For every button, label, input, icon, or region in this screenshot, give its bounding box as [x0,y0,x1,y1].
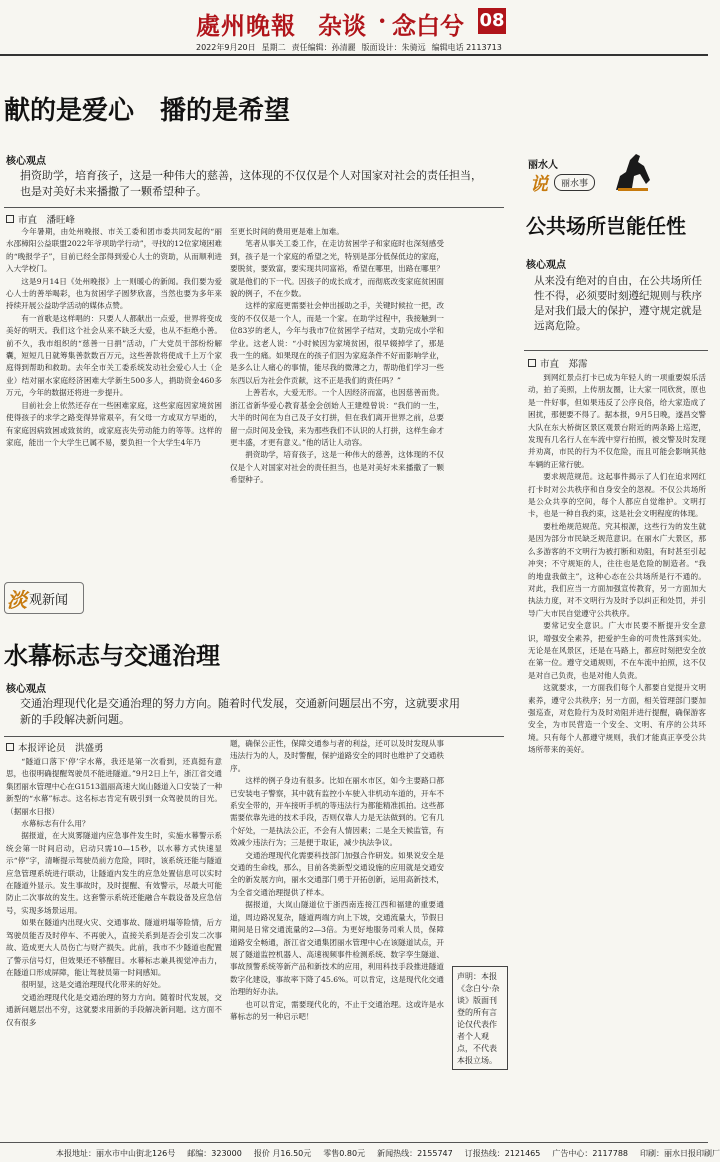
issue-weekday: 星期二 [261,43,286,52]
footer-rule [0,1142,708,1143]
column-brand-line1: 丽水人 [528,160,558,171]
column-paragraph: 要求规范规范。这起事件揭示了人们在追求网红打卡时对公共秩序和自身安全的忽视。不仅公共场所是公众共享的空间，每个人都应自觉维护。文明打卡，也是一种自我约束，这是社会文明程度的体现。 [528,472,706,519]
section-separator: · [378,6,387,35]
article1-paragraph: 这样的家庭更需要社会伸出援助之手，关键时候拉一把，改变的不仅仅是一个人，而是一个家。在助学过程中，我接触到一位83岁的老人，今年与我市7位贫困学子结对，支助完成小学和学业。这老人说：“小时候因为家境贫困，很早辍掉学了，那是我一生的痛。如果现在的孩子们因为家庭条件不好而影响学业，是多么让人痛心的事情，能尽我的微薄之力，帮助他们学习一些东西以后为社会作贡献，这不正是我们的责任吗？” [230,301,444,385]
section-title: 杂谈 [318,12,366,40]
masthead-rule [0,54,708,56]
column-lead: 从来没有绝对的自由，在公共场所任性不得，必须要时刻遵纪规则与秩序是对我们最大的保护，遵守规定就是远离危险。 [534,275,702,332]
section-tag-text: 观新闻 [29,592,69,608]
footer [0,1146,720,1160]
editor: 责任编辑：孙清麗 [291,43,356,52]
column-brand-line2: 丽水事 [554,174,595,191]
footer-address: 本报地址：丽水市中山街北126号 [56,1148,176,1158]
article2-paragraph: 据报道，大岚山隧道位于浙西南连接江西和福建的重要通道，周边路况复杂，隧道两端方向上下坡，交通流量大，节假日期间是日常交通流量的2—3倍。为更好地服务司乘人员，保障道路安全畅通，浙江省交通集团丽水管理中心在该隧道试点，开展了隧道监控机器人、高速视频事件检测系统、数字孪生隧道、事故预警系统等新产品和新技术的应用，利用科技手段推进隧道数字化建设，事故率下降了45.6%。可以肯定，这是现代化交通治理的好办法。 [230,900,444,997]
footer-retail: 零售0.80元 [323,1148,366,1158]
article1-paragraph: 至更长时间的费用更是难上加难。 [230,227,344,236]
article1-author: 市直 潘旺峰 [18,215,76,226]
article2-author: 本报评论员 洪盛勇 [18,743,104,754]
footer-ad-center: 广告中心：2117788 [552,1148,629,1158]
horse-emblem-icon [610,150,656,194]
article1-paragraph: 这是9月14日《处州晚报》上一则暖心的新闻。我们要为爱心人士的善举喝彩，也为贫困学子圆梦欣喜，当然也要为多年来持续开展公益助学活动的媒体点赞。 [6,276,222,311]
footer-price: 报价 月16.50元 [253,1148,312,1158]
article2-paragraph: “隧道口落下‘停’字水幕，我还是第一次看到，还真挺有意思，也很明确提醒驾驶员不能进隧道。”9月2日上午，浙江省交通集团丽水管理中心在G1513温丽高速大岚山隧道入口安装了一种新型的“水幕”标志。这名标志肯定有吸引到一众驾驶员的目光。（据丽水日报） [6,757,222,816]
byline-square-icon [6,215,14,223]
footer-postcode: 邮编：323000 [187,1148,242,1158]
article2-paragraph: 如果在隧道内出现火灾、交通事故、隧道坍塌等险情，后方驾驶员能否及时停车、不再驶入，直接关系到是否会引发二次事故、造成更大人员伤亡与财产损失。此前，我市不少隧道也配置了警示信号灯，但效果还不够醒目。水幕标志兼具视觉冲击力，在隧道口形成屏障，能让驾驶员第一时间感知。 [6,918,222,977]
article2-paragraph: 这样的例子身边有很多。比如在丽水市区，如今主要路口都已安装电子警察，其中就有监控小车驶入非机动车道的，开车不系安全带的，开车接听手机的等违法行为都能精准抓拍。这些都需要依靠先进的技术手段，否则仅靠人力是无法做到的。它有几个好处，一是执法公正，不会有人情因素；二是全天候监管，有效减少违法行为；三是便于取证，减少执法争议。 [230,776,444,848]
article2-paragraph: 很明显，这是交通治理现代化带来的好处。 [21,980,166,990]
article1-lead: 捐资助学，培育孩子，这是一种伟大的慈善，这体现的不仅仅是个人对国家对社会的责任担当，也是对美好未来播撒了一颗希望种子。 [20,169,482,198]
issue-meta [196,42,536,52]
article1-headline: 献的是爱心 播的是希望 [4,96,291,126]
article2-paragraph: 交通治理现代化是交通治理的努力方向。随着时代发展，交通新问题层出不穷，这就要求用新的手段解决新问题。这方面不仅有很多 [6,992,222,1027]
column-paragraph: 到网红景点打卡已成为年轻人的一项重要娱乐活动，拍了美照，上传朋友圈，让大家一同欣赏，原也是一件好事，但如果违反了公序良俗，给大家造成了困扰，那便要不得了。据本报，9月5日晚，遂昌交警大队在东大桥街区景区观景台附近的两条路上巡逻，发现有几名行人在车流中穿行拍照，被交警及时发现并劝离，市民的行为不仅危险，而且可能会影响其他车辆的正常行驶。 [528,373,706,469]
page-number: 08 [478,8,506,34]
column-lead-rule [524,350,708,351]
article1-column-right [230,226,444,554]
article1-paragraph: 有一首歌是这样唱的：只要人人都献出一点爱，世界将变成美好的明天。我们这个社会从来不缺乏大爱，也从不拒绝小善。前不久，我市组织的“慈善一日捐”活动，广大党员干部纷纷解囊，短短几日就筹集善款数百万元，这些善款将使成千上万个家庭得到帮助和救助。去年全市关工委系统发动社会爱心人士（企业）结对丽水家庭经济困难大学新生500多人，捐助资金460多万元，今年的数据还将进一步提升。 [6,313,222,398]
article1-paragraph: 上善若水，大爱无形。一个人因经济而富，也因慈善而贵。浙江省新华爱心教育基金会创始人王建煌曾说：“我们的一生，大半的时间在为自己及子女打拼，但在我们离开世界之前，总要留一点时间及金钱，来为那些我们不认识的人打拼，这样生命才更丰盛，才更有意义。”他的话让人动容。 [230,388,444,447]
byline-square-icon [528,359,536,367]
section-tag-char: 淡 [7,587,27,612]
column-paragraph: 这就要求，一方面我们每个人都要自觉提升文明素养，遵守公共秩序；另一方面，相关管理部门要加强巡查，对危险行为及时劝阻并进行提醒，确保游客安全，为市民营造一个安全、文明、有序的公共环境。只有每个人都遵守规则，我们才能真正享受公共场所带来的美好。 [528,683,706,755]
article1-paragraph: 捐资助学，培育孩子，这是一种伟大的慈善，这体现的不仅仅是个人对国家对社会的责任担当，也是对美好未来播撒了一颗希望种子。 [230,450,444,485]
disclaimer-notice: 声明：本报《念白兮·杂谈》版面刊登的所有言论仅代表作者个人观点，不代表本报立场。 [452,966,508,1070]
article2-paragraph: 也可以肯定，需要现代化的，不止于交通治理。这或许是水幕标志的另一种启示吧！ [230,999,444,1021]
column-byline [528,356,588,370]
article2-paragraph: 题，确保公正性，保障交通参与者的利益，还可以及时发现从事违法行为的人，及时警醒，保护道路安全的同时也维护了交通秩序。 [230,739,444,773]
article2-headline: 水幕标志与交通治理 [4,642,220,670]
article2-byline [6,740,104,754]
article2-column-left [6,756,222,1140]
section-tag [4,582,84,614]
column-author: 市直 郑霈 [540,359,588,370]
issue-date: 2022年9月20日 [196,43,256,52]
column-brand-char: 说 [530,174,548,195]
article1-paragraph: 今年暑期，由处州晚报、市关工委和团市委共同发起的“丽水邵樟阳公益联盟2022年爷项助学行动”，寻找的12位家境困难的“晚报学子”，目前已经全部得到爱心人士的资助，从而顺利进入大学校门。 [6,227,222,274]
column-headline: 公共场所岂能任性 [526,214,686,238]
article2-column-right [230,738,444,1140]
byline-square-icon [6,743,14,751]
subsection-title: 念白兮 [392,12,464,40]
article1-paragraph: 笔者从事关工委工作，在走访贫困学子和家庭时也深刻感受到，孩子是一个家庭的希望之光，特别是部分低保低边的家庭，要脱贫，要致富，要实现共同富裕，希望在哪里，出路在哪里？就是他们的下一代。因孩子的成长成才，而彻底改变家庭贫困面貌的例子，不在少数。 [230,239,444,299]
column-body [528,372,706,1140]
newspaper-brand: 處州晚報 [196,11,296,40]
footer-printer: 印刷：丽水日报印刷厂 [640,1148,720,1158]
article2-lead: 交通治理现代化是交通治理的努力方向。随着时代发展，交通新问题层出不穷，这就要求用新的手段解决新问题。 [20,697,460,726]
article1-byline [6,212,75,226]
article1-column-left [6,226,222,554]
article1-paragraph: 目前社会上依然还存在一些困难家庭，这些家庭因家境贫困使得孩子的求学之路变得异常艰辛，有父母一方或双方早逝的，有家庭因病致困或致贫的，或家庭丧失劳动能力的等等。这样的家庭，能出一个大学生已属不易，要负担一个大学生4年乃 [6,400,222,447]
article2-paragraph: 交通治理现代化需要科技部门加强合作研发。如果说安全是交通的生命线，那么，目前各类新型交通设施的应用就是交通安全的新发展方向，丽水交通部门勇于开拓创新，运用高新技术，为全省交通治理提供了样本。 [230,850,444,897]
article1-lead-rule [4,207,504,208]
article2-paragraph: 据报道，在大岚雾隧道内应急事件发生时，实施水幕警示系统会第一时间启动，启动只需10—15秒，以水幕方式快速显示“停”字，清晰提示驾驶员前方危险，同时，该系统还能与隧道应急管理系统进行联动，让隧道内发生的应急处置信息可以实时在隧道外显示。发生事故时，及时提醒、有效警示，尽最大可能防止二次事故的发生。这套警示系统还能融合车载设备及应急信号，实现多场景运用。 [6,831,222,915]
footer-order-hotline: 订报热线：2121465 [464,1148,541,1158]
editor-phone: 编辑电话 2113713 [431,43,502,52]
article2-core-label: 核心观点 [6,684,46,695]
footer-news-hotline: 新闻热线：2155747 [377,1148,453,1158]
column-core-label: 核心观点 [526,260,566,271]
column-paragraph: 要杜绝规范规范。究其根源，这些行为的发生就是因为部分市民缺乏规范意识。在丽水广大景区，那么多游客的不文明行为被打断和劝阻，有时甚至引起冲突；不守规矩的人，往往也是危险的制造者。“我的地盘我做主”，这种心态在公共场所是行不通的。对此，我们应当一方面加强宣传教育，另一方面加大执法力度，对不文明行为及时予以纠正和处罚，并引导广大市民自觉遵守公共秩序。 [528,521,706,618]
article2-paragraph: 水幕标志有什么用？ [21,819,90,829]
designer: 版面设计：朱骑远 [361,43,426,52]
column-brand [524,150,708,196]
article2-lead-rule [4,736,504,737]
column-paragraph: 要常记安全意识。广大市民要不断提升安全意识，增强安全素养，把爱护生命的可贵性落到实处。无论是在风景区，还是在马路上，都应时刻把安全放在第一位。遵守交通规则，不在车流中拍照，这不仅是对自己负责，也是对他人负责。 [528,621,706,680]
article1-core-label: 核心观点 [6,156,46,167]
